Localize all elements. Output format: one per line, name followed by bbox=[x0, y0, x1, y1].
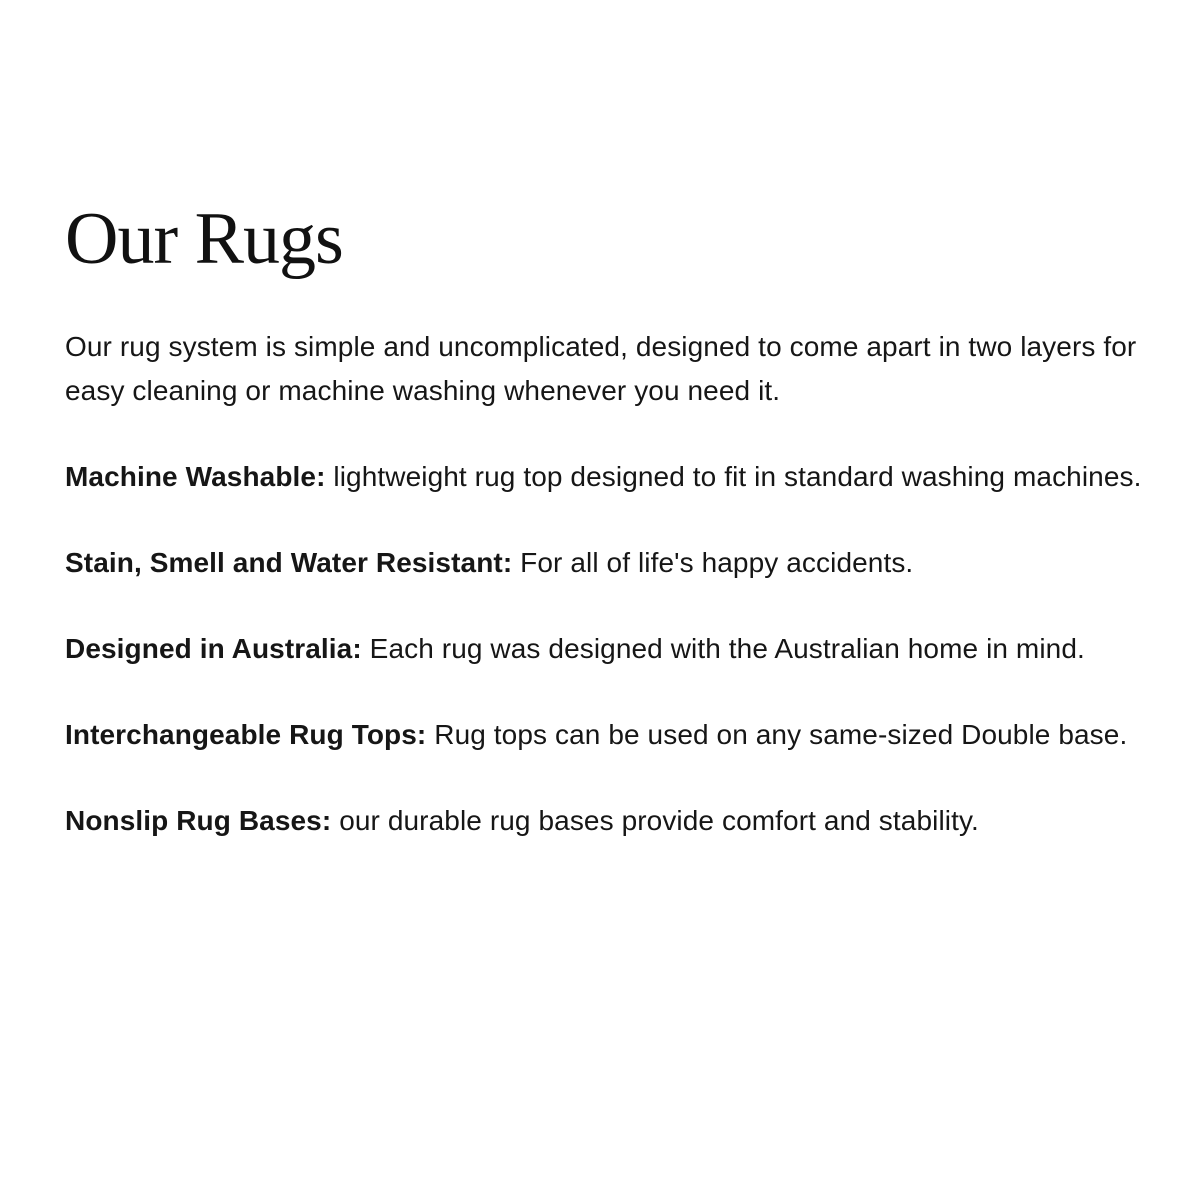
feature-text: our durable rug bases provide comfort and stability. bbox=[339, 804, 979, 836]
feature-text: Each rug was designed with the Australian home in mind. bbox=[369, 632, 1085, 664]
feature-label: Stain, Smell and Water Resistant: bbox=[65, 546, 513, 578]
intro-paragraph: Our rug system is simple and uncomplicated, designed to come apart in two layers for easy cleaning or machine washing whenever you need it. bbox=[65, 330, 1137, 406]
feature-label: Nonslip Rug Bases: bbox=[65, 804, 332, 836]
feature-nonslip-bases bbox=[65, 799, 1145, 843]
feature-designed-in-australia bbox=[65, 627, 1145, 671]
feature-interchangeable-tops bbox=[65, 713, 1145, 757]
feature-text: For all of life's happy accidents. bbox=[520, 546, 914, 578]
feature-text: lightweight rug top designed to fit in standard washing machines. bbox=[333, 460, 1142, 492]
feature-text: Rug tops can be used on any same-sized Double base. bbox=[434, 718, 1128, 750]
feature-stain-resistant bbox=[65, 541, 1145, 585]
section-title: Our Rugs bbox=[65, 198, 343, 280]
feature-label: Designed in Australia: bbox=[65, 632, 362, 664]
feature-machine-washable bbox=[65, 455, 1145, 499]
feature-label: Machine Washable: bbox=[65, 460, 326, 492]
feature-label: Interchangeable Rug Tops: bbox=[65, 718, 427, 750]
